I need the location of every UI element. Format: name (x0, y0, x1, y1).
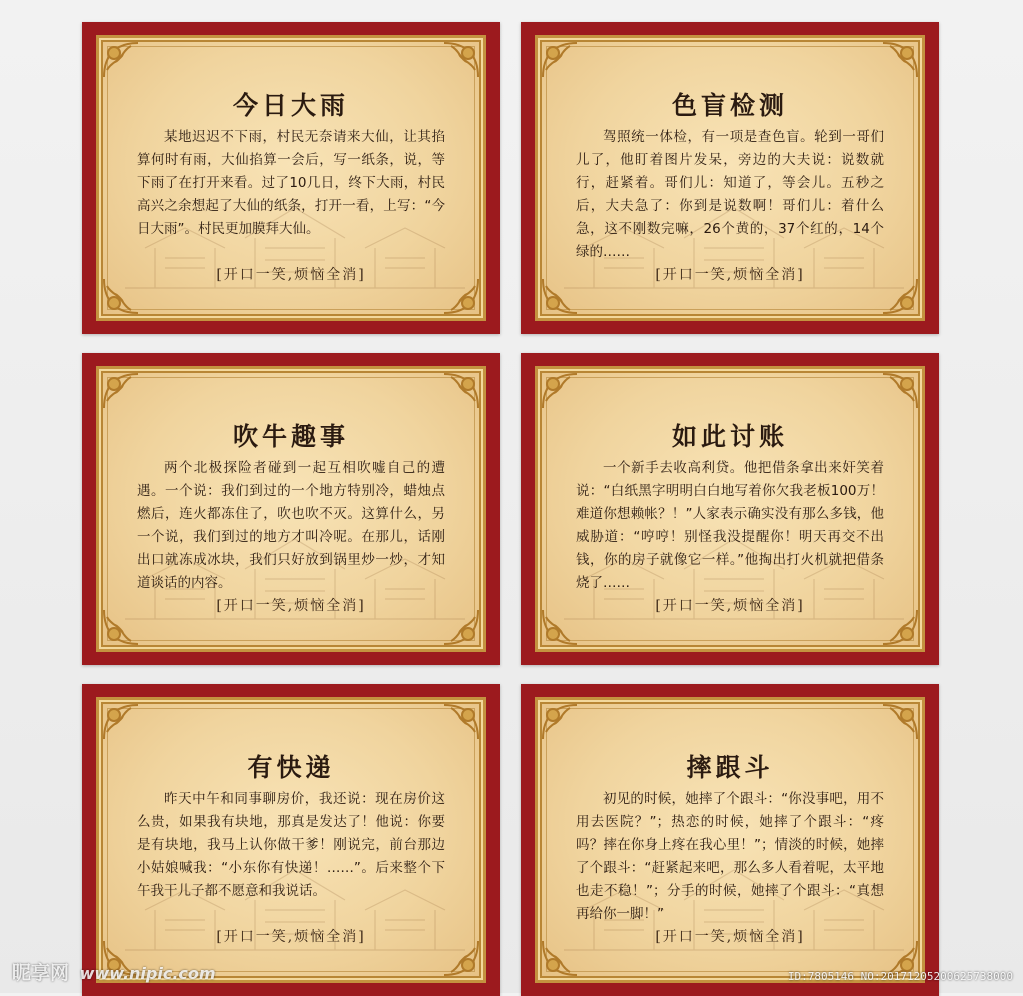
card-title: 有快递 (247, 753, 335, 782)
card-frame (96, 35, 486, 321)
card-panel (82, 22, 500, 334)
card-body-text: 初见的时候，她摔了个跟斗：“你没事吧，用不用去医院？”；热恋的时候，她摔了个跟斗：“疼吗？摔在你身上疼在我心里！”；情淡的时候，她摔了个跟斗：“赶紧起来吧，那么多人看着呢，太平地也走不稳！”；分手的时候，她摔了个跟斗：“真想再给你一脚！” (576, 791, 884, 922)
card-body-text: 昨天中午和同事聊房价，我还说：现在房价这么贵，如果我有块地，那真是发达了！他说：你要是有块地，我马上认你做干爹！刚说完，前台那边小姑娘喊我：“小东你有快递！……”。后来整个下午我干儿子都不愿意和我说话。 (137, 791, 445, 899)
ornament-corner-icon (880, 702, 920, 742)
card-panel (521, 353, 939, 665)
card-motto: [开口一笑,烦恼全消] (216, 267, 366, 283)
card-title: 摔跟斗 (686, 753, 774, 782)
watermark-logo (12, 958, 216, 985)
card-motto: [开口一笑,烦恼全消] (655, 267, 805, 283)
card-body-text: 某地迟迟不下雨，村民无奈请来大仙，让其掐算何时有雨，大仙掐算一会后，写一纸条，说，等下雨了在打开来看。过了10几日，终下大雨，村民高兴之余想起了大仙的纸条，打开一看，上写：“今日大雨”。村民更加膜拜大仙。 (137, 129, 445, 237)
card-motto: [开口一笑,烦恼全消] (216, 598, 366, 614)
card-title: 今日大雨 (232, 91, 349, 120)
card-title: 色盲检测 (671, 91, 788, 120)
ornament-corner-icon (101, 702, 141, 742)
ornament-corner-icon (441, 371, 481, 411)
ornament-corner-icon (101, 40, 141, 80)
ornament-corner-icon (441, 702, 481, 742)
card-panel (79, 684, 500, 996)
ornament-corner-icon (880, 371, 920, 411)
card-motto: [开口一笑,烦恼全消] (216, 929, 366, 945)
card-frame (96, 366, 486, 652)
card-body-text: 驾照统一体检，有一项是查色盲。轮到一哥们儿了，他盯着图片发呆，旁边的大夫说：说数就行，赶紧着。哥们儿：知道了，等会儿。五秒之后，大夫急了：你到是说数啊！哥们儿：着什么急，这不刚数完嘛，26个黄的，37个红的，14个绿的…… (576, 129, 884, 260)
watermark-logo-text: 昵享网 (12, 962, 70, 984)
ornament-corner-icon (540, 40, 580, 80)
card-motto: [开口一笑,烦恼全消] (655, 598, 805, 614)
ornament-corner-icon (101, 371, 141, 411)
watermark-url: www.nipic.com (79, 964, 216, 983)
card-title: 吹牛趣事 (232, 422, 349, 451)
card-panel (82, 353, 500, 665)
card-frame (96, 697, 486, 983)
watermark-id: ID:7805146 NO:20171205200625738000 (787, 970, 1013, 983)
card-frame (535, 366, 925, 652)
card-motto: [开口一笑,烦恼全消] (655, 929, 805, 945)
ornament-corner-icon (540, 702, 580, 742)
card-body-text: 两个北极探险者碰到一起互相吹嘘自己的遭遇。一个说：我们到过的一个地方特别冷，蜡烛点燃后，连火都冻住了，吹也吹不灭。这算什么，另一个说，我们到过的地方才叫冷呢。在那儿，话刚出口就冻成冰块，我们只好放到锅里炒一炒，才知道谈话的内容。 (137, 460, 445, 591)
card-frame (535, 697, 925, 983)
card-panel (521, 22, 939, 334)
ornament-corner-icon (441, 40, 481, 80)
card-panel (521, 684, 939, 996)
card-body-text: 一个新手去收高利贷。他把借条拿出来奸笑着说：“白纸黑字明明白白地写着你欠我老板100万！难道你想赖帐？！”人家表示确实没有那么多钱，他威胁道：“哼哼！别怪我没提醒你！明天再交不出钱，你的房子就像它一样。”他掏出打火机就把借条烧了…… (576, 460, 884, 591)
card-title: 如此讨账 (671, 422, 788, 451)
ornament-corner-icon (540, 371, 580, 411)
card-frame (535, 35, 925, 321)
ornament-corner-icon (880, 40, 920, 80)
